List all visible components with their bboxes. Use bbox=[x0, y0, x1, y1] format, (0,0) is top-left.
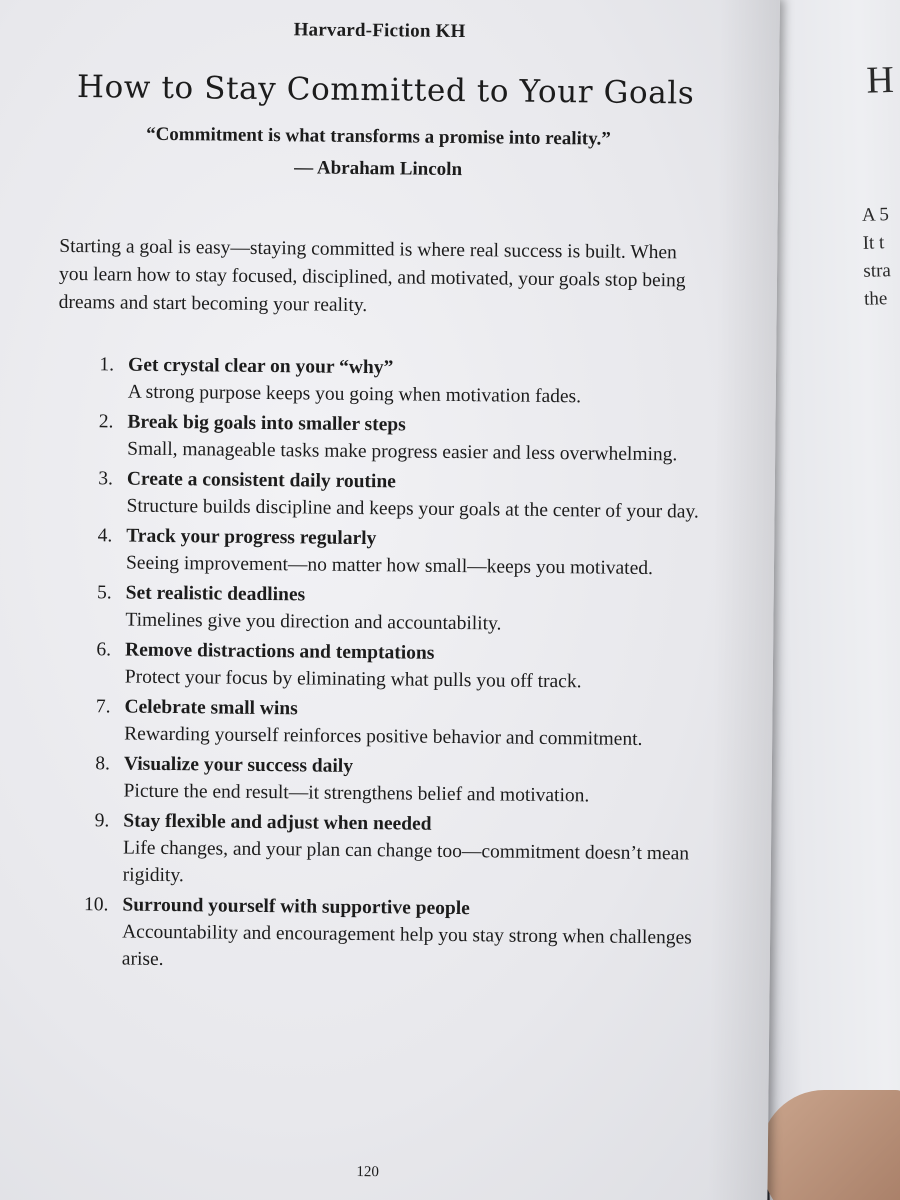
list-item bbox=[84, 465, 725, 526]
next-page-title-fragment: H bbox=[865, 58, 895, 102]
list-item bbox=[81, 807, 722, 895]
chapter-title: How to Stay Committed to Your Goals bbox=[76, 69, 695, 112]
item-description: Protect your focus by eliminating what pulls you off track. bbox=[124, 666, 582, 693]
item-number: 1. bbox=[99, 354, 115, 376]
item-title: Remove distractions and temptations bbox=[124, 639, 435, 664]
item-title: Create a consistent daily routine bbox=[126, 468, 396, 493]
item-description: Picture the end result—it strengthens belief and motivation. bbox=[123, 780, 590, 807]
page-number: 120 bbox=[356, 1164, 379, 1181]
list-item bbox=[83, 579, 724, 640]
item-number: 4. bbox=[97, 525, 113, 547]
intro-paragraph: Starting a goal is easy—staying committed is where real success is built. When you learn how to stay focused, disciplined, and motivated, your goals stop being dreams and start becoming your reality. bbox=[58, 235, 686, 316]
list-item bbox=[82, 693, 723, 754]
item-title: Celebrate small wins bbox=[124, 696, 298, 720]
next-page-line: the bbox=[863, 288, 888, 310]
item-title: Get crystal clear on your “why” bbox=[127, 354, 394, 379]
item-title: Break big goals into smaller steps bbox=[127, 411, 406, 436]
item-title: Visualize your success daily bbox=[123, 753, 354, 777]
hand-holding-book bbox=[760, 1090, 900, 1200]
item-title: Stay flexible and adjust when needed bbox=[123, 810, 432, 835]
item-number: 2. bbox=[98, 411, 114, 433]
next-page-line: A 5 bbox=[861, 204, 890, 226]
epigraph-quote: “Commitment is what transforms a promise into reality.” bbox=[146, 123, 611, 150]
list-item bbox=[83, 636, 724, 697]
item-number: 3. bbox=[98, 468, 113, 490]
item-title: Set realistic deadlines bbox=[125, 582, 306, 606]
item-description: Small, manageable tasks make progress easier and less overwhelming. bbox=[127, 438, 678, 466]
item-description: Seeing improvement—no matter how small—keeps you motivated. bbox=[125, 552, 654, 580]
epigraph-attribution: — Abraham Lincoln bbox=[294, 157, 463, 181]
item-number: 6. bbox=[96, 639, 112, 661]
item-number: 8. bbox=[95, 753, 111, 775]
item-number: 9. bbox=[94, 810, 110, 832]
item-number: 7. bbox=[95, 696, 111, 718]
list-item bbox=[85, 408, 726, 469]
next-page-line: stra bbox=[863, 260, 892, 282]
goal-list bbox=[80, 351, 726, 982]
item-description: Structure builds discipline and keeps your goals at the center of your day. bbox=[126, 495, 699, 523]
item-description: Accountability and encouragement help you stay strong when challenges arise. bbox=[121, 921, 692, 970]
running-head: Harvard-Fiction KH bbox=[293, 19, 466, 43]
item-title: Surround yourself with supportive people bbox=[122, 894, 470, 920]
item-number: 10. bbox=[83, 894, 109, 916]
list-item bbox=[81, 750, 722, 811]
item-description: Life changes, and your plan can change too—commitment doesn’t mean rigidity. bbox=[122, 837, 690, 887]
list-item bbox=[80, 891, 721, 979]
item-description: A strong purpose keeps you going when motivation fades. bbox=[127, 381, 582, 408]
item-number: 5. bbox=[96, 582, 112, 604]
item-description: Rewarding yourself reinforces positive behavior and commitment. bbox=[124, 723, 643, 750]
list-item bbox=[86, 351, 727, 412]
item-title: Track your progress regularly bbox=[126, 525, 377, 550]
list-item bbox=[84, 522, 725, 583]
item-description: Timelines give you direction and accountability. bbox=[125, 609, 502, 635]
next-page-line: It t bbox=[862, 232, 885, 254]
